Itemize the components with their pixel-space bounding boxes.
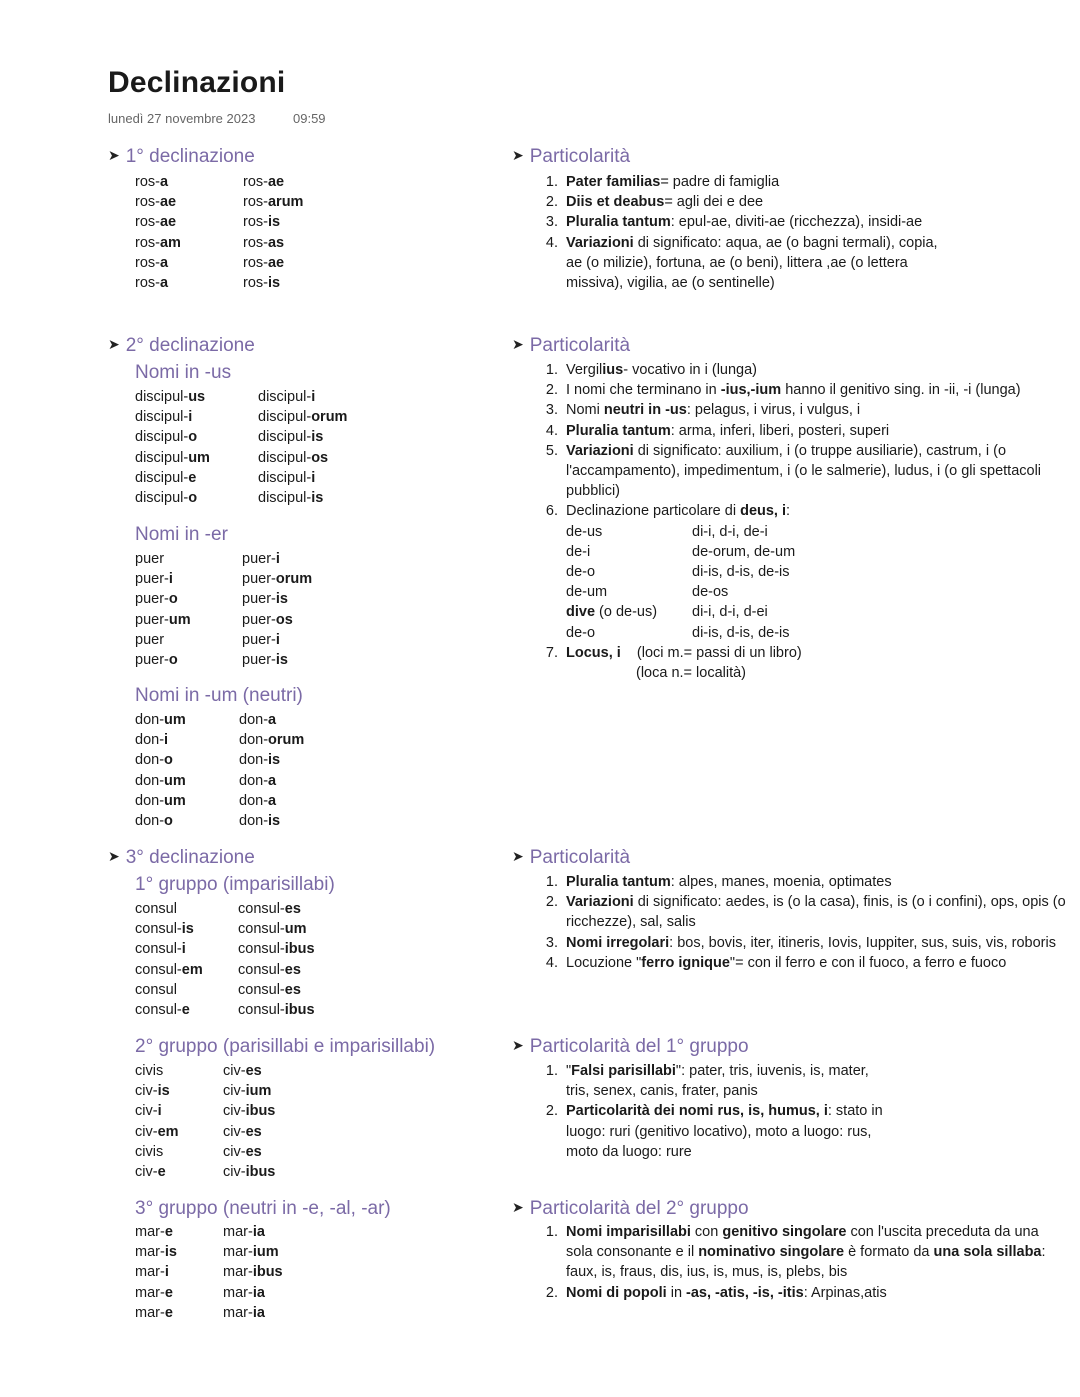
singular-cell: de-um [566, 584, 608, 601]
table-row [135, 1262, 283, 1282]
plural-cell: puer-i [242, 631, 280, 648]
table-row [135, 253, 303, 273]
singular-cell: consul [135, 901, 177, 917]
plural-cell: mar-ia [223, 1304, 265, 1321]
table-row [135, 1222, 283, 1242]
arrow-icon: ➤ [512, 147, 524, 163]
table-row [135, 427, 347, 447]
plural-cell: civ-ium [223, 1083, 272, 1100]
list-g1-part [536, 1061, 896, 1162]
subheading-us: Nomi in -us [135, 362, 232, 383]
table-row [135, 610, 312, 630]
singular-cell: puer [135, 551, 165, 567]
arrow-icon: ➤ [108, 848, 120, 864]
list-item: 1. Vergilius- vocativo in i (lunga) [545, 362, 758, 378]
singular-cell: discipul-us [135, 389, 206, 405]
list-item: 4. Variazioni di significato: aqua, ae (o bagni termali), copia, ae (o milizie), fortuna, ae (o beni), littera ,ae (o lettera missiva), vigilia, ae (o sentinelle) [545, 234, 938, 292]
table-row [135, 730, 304, 750]
plural-cell: civ-es [223, 1123, 262, 1140]
singular-cell: de-us [566, 523, 603, 540]
plural-cell: puer-is [242, 591, 288, 608]
singular-cell: discipul-e [135, 469, 197, 486]
plural-cell: consul-um [238, 921, 307, 938]
plural-cell: ros-arum [243, 194, 304, 211]
table-row [135, 919, 315, 939]
table-g3 [135, 1222, 283, 1323]
singular-cell: consul-e [135, 1002, 190, 1019]
plural-cell: don-a [239, 772, 277, 789]
table-row [135, 448, 347, 468]
page-time: 09:59 [293, 111, 326, 126]
plural-cell: puer-i [242, 551, 280, 567]
list-item: 3. Nomi irregolari: bos, bovis, iter, itineris, Iovis, Iuppiter, sus, suis, vis, roboris [545, 934, 1056, 951]
singular-cell: consul [135, 981, 177, 998]
plural-cell: ros-as [243, 234, 285, 251]
table-row [135, 1122, 275, 1142]
singular-cell: mar-i [135, 1264, 169, 1281]
table-row [135, 1061, 275, 1081]
singular-cell: de-o [566, 564, 596, 581]
singular-cell: consul-i [135, 941, 186, 958]
heading-decl3-part: ➤ Particolarità [512, 847, 631, 868]
heading-g1-part: ➤ Particolarità del 1° gruppo [512, 1036, 749, 1057]
list-item: 1. Pater familias= padre di famiglia [545, 174, 780, 190]
singular-cell: dive (o de-us) [566, 604, 658, 621]
plural-cell: discipul-os [258, 449, 329, 466]
table-row [566, 542, 1071, 562]
list-item: 1. Pluralia tantum: alpes, manes, moenia, optimates [545, 874, 892, 890]
singular-cell: civ-e [135, 1164, 166, 1181]
table-row [135, 710, 304, 730]
subheading-um: Nomi in -um (neutri) [135, 685, 303, 706]
singular-cell: don-um [135, 772, 186, 789]
plural-cell: civ-ibus [223, 1103, 276, 1120]
table-row [135, 771, 304, 791]
plural-cell: discipul-is [258, 490, 324, 507]
singular-cell: consul-em [135, 961, 203, 978]
heading-decl2: ➤ 2° declinazione [108, 335, 255, 356]
list-item: 5. Variazioni di significato: auxilium, i (o truppe ausiliarie), castrum, i (o l'accampamento), impedimentum, i (o le salmerie), ludus, i (o gli spettacoli pubblici) [545, 442, 1042, 500]
plural-cell: civ-es [223, 1143, 262, 1160]
plural-cell: don-orum [239, 732, 305, 749]
singular-cell: puer [135, 631, 165, 648]
locus-note: (loca n.= località) [636, 665, 747, 682]
table-row [135, 1142, 275, 1162]
list-item: 4. Locuzione "ferro ignique"= con il ferro e con il fuoco, a ferro e fuoco [545, 954, 1007, 971]
table-decl1 [135, 172, 303, 293]
table-row [135, 273, 303, 293]
plural-cell: ros-ae [243, 174, 285, 190]
table-row [135, 1162, 275, 1182]
plural-cell: discipul-i [258, 389, 316, 405]
plural-cell: consul-es [238, 901, 301, 917]
singular-cell: civis [135, 1143, 164, 1160]
plural-cell: consul-ibus [238, 1002, 315, 1019]
plural-cell: mar-ibus [223, 1264, 283, 1281]
list-item: 1. "Falsi parisillabi": pater, tris, iuvenis, is, mater, tris, senex, canis, frater, panis [545, 1063, 869, 1100]
singular-cell: civ-em [135, 1123, 179, 1140]
table-row [135, 488, 347, 508]
table-row [135, 212, 303, 232]
list-item: 6. Declinazione particolare di deus, i: de-us di-i, d-i, de-i de-i de-orum, de-um de-o di-is, d-is, de-is de-um de-os dive (o de-us) di-i, d-i, d-ei de-o di-is, d-is, de-is [536, 501, 1071, 642]
plural-cell: puer-orum [242, 571, 313, 588]
list-item: 4. Pluralia tantum: arma, inferi, liberi, posteri, superi [545, 422, 890, 439]
plural-cell: civ-es [223, 1063, 262, 1079]
table-row [135, 750, 304, 770]
table-row [135, 980, 315, 1000]
table-row [135, 1242, 283, 1262]
table-row [566, 562, 1071, 582]
table-row [135, 899, 315, 919]
table-deus [566, 522, 1071, 643]
singular-cell: puer-o [135, 652, 178, 669]
singular-cell: mar-e [135, 1304, 173, 1321]
singular-cell: consul-is [135, 921, 194, 938]
heading-g2-part: ➤ Particolarità del 2° gruppo [512, 1198, 749, 1219]
table-row [135, 1101, 275, 1121]
table-row [135, 407, 347, 427]
plural-cell: ros-is [243, 214, 281, 231]
list-item: 7. Locus, i (loci m.= passi di un libro) (loca n.= località) [536, 643, 1071, 683]
singular-cell: don-um [135, 792, 186, 809]
table-row [135, 192, 303, 212]
singular-cell: don-i [135, 732, 169, 749]
plural-cell: consul-es [238, 961, 301, 978]
list-g2-part [536, 1222, 1061, 1303]
plural-cell: don-is [239, 752, 281, 769]
heading-decl3: ➤ 3° declinazione [108, 847, 255, 868]
table-g2 [135, 1061, 275, 1182]
table-row [135, 960, 315, 980]
singular-cell: ros-am [135, 234, 181, 251]
list-item: 2. Particolarità dei nomi rus, is, humus, i: stato in luogo: ruri (genitivo locativo), moto a luogo: rus, moto da luogo: rure [545, 1103, 883, 1160]
table-row [135, 811, 304, 831]
table-row [566, 582, 1071, 602]
plural-cell: discipul-is [258, 429, 324, 446]
singular-cell: de-o [566, 624, 596, 641]
plural-cell: don-a [239, 792, 277, 809]
table-row [135, 630, 312, 650]
subheading-er: Nomi in -er [135, 524, 228, 545]
plural-cell: civ-ibus [223, 1164, 276, 1181]
list-item: 2. I nomi che terminano in -ius,-ium hanno il genitivo sing. in -ii, -i (lunga) [545, 382, 1021, 399]
table-row [135, 650, 312, 670]
singular-cell: civ-is [135, 1083, 170, 1100]
singular-cell: discipul-um [135, 449, 210, 466]
arrow-icon: ➤ [512, 848, 524, 864]
singular-cell: don-o [135, 813, 173, 830]
list-decl2-part [536, 360, 1071, 683]
table-row [135, 569, 312, 589]
subheading-g2: 2° gruppo (parisillabi e imparisillabi) [135, 1036, 436, 1057]
singular-cell: don-um [135, 712, 186, 728]
plural-cell: ros-ae [243, 254, 285, 271]
singular-cell: puer-um [135, 611, 191, 628]
plural-cell: puer-is [242, 652, 288, 669]
singular-cell: mar-is [135, 1244, 177, 1261]
plural-cell: di-is, d-is, de-is [692, 564, 790, 581]
arrow-icon: ➤ [108, 336, 120, 352]
plural-cell: don-a [239, 712, 277, 728]
singular-cell: ros-ae [135, 214, 177, 231]
list-item: 1. Nomi imparisillabi con genitivo singolare con l'uscita preceduta da una sola consonante e il nominativo singolare è formato da una sola sillaba: faux, is, fraus, dis, ius, is, mus, is, plebs, bis [545, 1224, 1046, 1281]
arrow-icon: ➤ [512, 1037, 524, 1053]
plural-cell: de-orum, de-um [692, 543, 796, 560]
plural-cell: mar-ium [223, 1244, 279, 1261]
plural-cell: di-i, d-i, d-ei [692, 604, 768, 621]
singular-cell: don-o [135, 752, 173, 769]
singular-cell: discipul-o [135, 490, 198, 507]
plural-cell: consul-es [238, 981, 301, 998]
plural-cell: mar-ia [223, 1284, 265, 1301]
singular-cell: ros-ae [135, 194, 177, 211]
table-row [566, 623, 1071, 643]
plural-cell: de-os [692, 584, 729, 601]
subheading-g3: 3° gruppo (neutri in -e, -al, -ar) [135, 1198, 391, 1219]
table-er [135, 549, 312, 670]
singular-cell: puer-i [135, 571, 173, 588]
table-row [135, 939, 315, 959]
arrow-icon: ➤ [512, 336, 524, 352]
singular-cell: civ-i [135, 1103, 162, 1120]
table-row [135, 1283, 283, 1303]
list-decl3-part [536, 872, 1066, 973]
singular-cell: ros-a [135, 254, 169, 271]
plural-cell: discipul-orum [258, 409, 348, 426]
list-item: 2. Variazioni di significato: aedes, is (o la casa), finis, is (o i confini), ops, opis (o ricchezze), sal, salis [545, 894, 1066, 931]
subheading-g1: 1° gruppo (imparisillabi) [135, 874, 335, 895]
heading-decl2-part: ➤ Particolarità [512, 335, 631, 356]
singular-cell: ros-a [135, 275, 169, 292]
singular-cell: discipul-i [135, 409, 193, 426]
table-row [135, 589, 312, 609]
plural-cell: puer-os [242, 611, 293, 628]
heading-decl1: ➤ 1° declinazione [108, 146, 255, 167]
singular-cell: de-i [566, 543, 591, 560]
plural-cell: di-i, d-i, de-i [692, 523, 768, 540]
table-row [135, 1081, 275, 1101]
table-row [135, 791, 304, 811]
table-row [135, 387, 347, 407]
list-item: 3. Nomi neutri in -us: pelagus, i virus, i vulgus, i [545, 402, 861, 419]
plural-cell: ros-is [243, 275, 281, 292]
list-item: 3. Pluralia tantum: epul-ae, diviti-ae (ricchezza), insidi-ae [545, 214, 923, 231]
table-g1 [135, 899, 315, 1020]
table-row [135, 1303, 283, 1323]
plural-cell: di-is, d-is, de-is [692, 624, 790, 641]
table-row [135, 549, 312, 569]
arrow-icon: ➤ [512, 1199, 524, 1215]
table-row [135, 233, 303, 253]
heading-decl1-part: ➤ Particolarità [512, 146, 631, 167]
table-row [135, 468, 347, 488]
list-item: 2. Diis et deabus= agli dei e dee [545, 194, 764, 211]
list-decl1-part [536, 172, 956, 293]
plural-cell: mar-ia [223, 1224, 265, 1240]
table-row [135, 1000, 315, 1020]
singular-cell: mar-e [135, 1224, 173, 1240]
table-row [566, 602, 1071, 622]
singular-cell: puer-o [135, 591, 178, 608]
singular-cell: ros-a [135, 174, 169, 190]
table-us [135, 387, 347, 508]
arrow-icon: ➤ [108, 147, 120, 163]
singular-cell: mar-e [135, 1284, 173, 1301]
list-item: 2. Nomi di popoli in -as, -atis, -is, -itis: Arpinas,atis [545, 1284, 887, 1301]
plural-cell: don-is [239, 813, 281, 830]
table-row [135, 172, 303, 192]
page-title: Declinazioni [108, 66, 286, 99]
singular-cell: civis [135, 1063, 164, 1079]
plural-cell: consul-ibus [238, 941, 315, 958]
table-um [135, 710, 304, 831]
page-date: lunedì 27 novembre 2023 [108, 111, 256, 126]
table-row [566, 522, 1071, 542]
singular-cell: discipul-o [135, 429, 198, 446]
plural-cell: discipul-i [258, 469, 316, 486]
